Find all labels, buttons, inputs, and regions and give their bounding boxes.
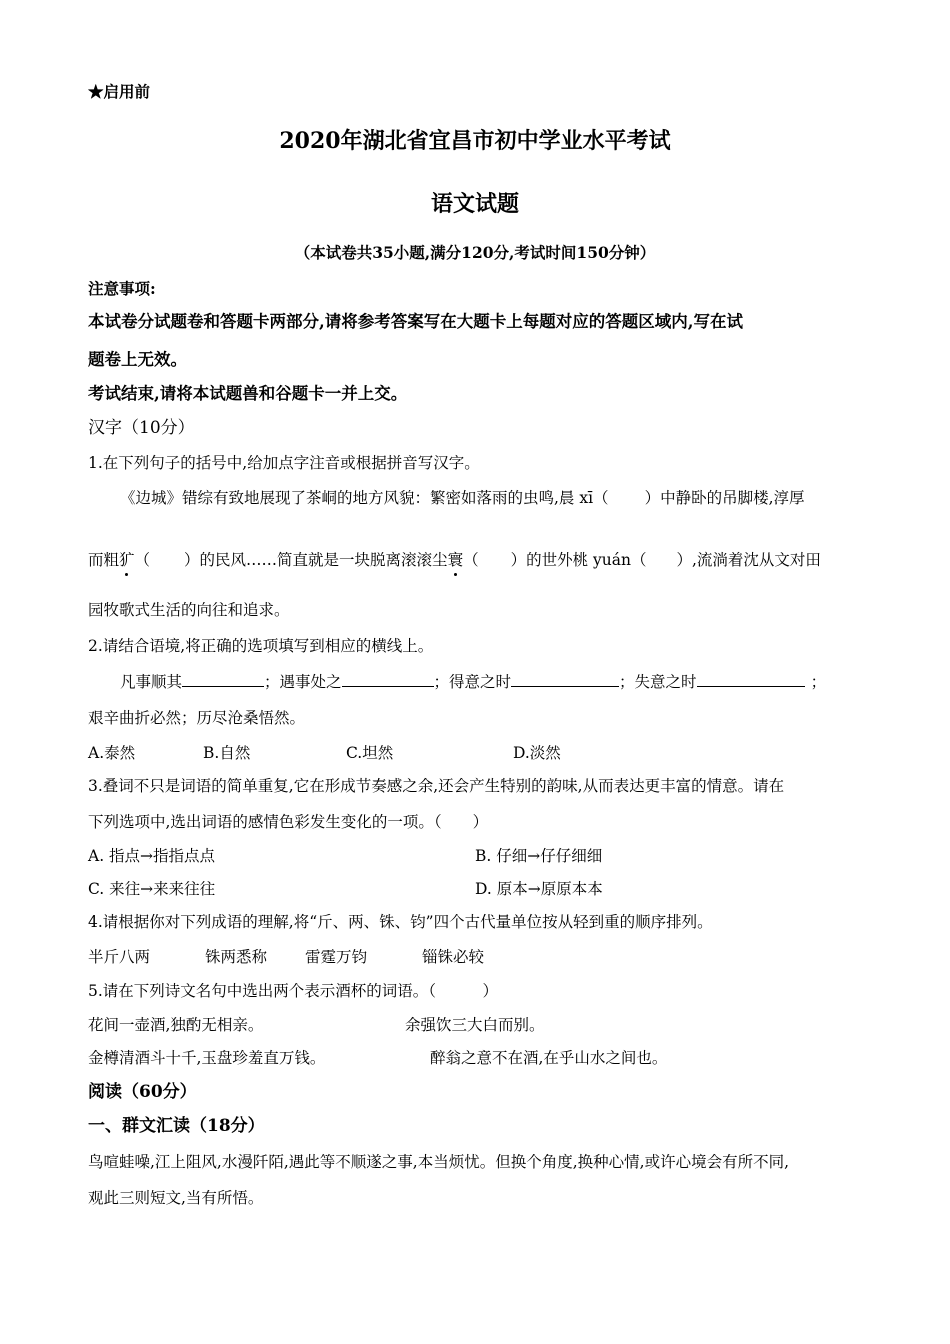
q5-line-d: 醉翁之意不在酒,在乎山水之间也。 [430,1049,668,1067]
q2-stem: 2.请结合语境,将正确的选项填写到相应的横线上。 [88,637,434,655]
q2-option-b: B.自然 [203,744,251,762]
notice-line-3: 考试结束,请将本试题兽和谷题卡一并上交。 [88,384,408,403]
section-reading: 阅读（60分） [88,1082,197,1102]
q2-sentence-2: 艰辛曲折必然；历尽沧桑悟然。 [88,709,306,727]
part1-intro-2: 观此三则短文,当有所悟。 [88,1189,264,1207]
dotted-char-kuang: 犷 [119,551,135,569]
exam-tag: ★启用前 [88,82,151,101]
q5-line-c: 金樽清酒斗十千,玉盘珍羞直万钱。 [88,1049,326,1067]
q2-part-c: ；得意之时 [433,673,512,691]
q5-line-a: 花间一壶酒,独酌无相亲。 [88,1016,264,1034]
q2-blank-1[interactable] [182,670,264,687]
q1-text-2f: ）,流淌着沈从文对田 [676,551,821,569]
q2-sentence-1 [120,670,826,692]
q3-stem-1: 3.叠词不只是词语的简单重复,它在形成节奏感之余,还会产生特别的韵味,从而表达更丰富的情意。请在 [88,777,785,795]
q2-option-a: A.泰然 [88,744,136,762]
q5-stem: 5.请在下列诗文名句中选出两个表示酒杯的词语。（ ） [88,982,499,1000]
section-hanzi: 汉字（10分） [88,418,195,438]
q1-text-2c: ）的民风……简直就是一块脱离滚滚尘 [184,551,448,569]
q1-text-2d: （ [463,551,479,569]
q5-line-b: 余强饮三大白而别。 [405,1016,545,1034]
q4-idiom-2: 铢两悉称 [205,948,268,966]
q3-option-a: A. 指点→指指点点 [88,847,216,865]
q1-text-2e: ）的世外桃 yuán（ [510,551,647,569]
q4-idiom-1: 半斤八两 [88,948,151,966]
q4-idiom-4: 锱铢必较 [422,948,485,966]
q3-option-c: C. 来往→来来往往 [88,880,216,898]
q2-option-c: C.坦然 [346,744,394,762]
q2-part-b: ；遇事处之 [264,673,342,691]
q2-blank-3[interactable] [511,670,619,687]
q4-stem: 4.请根据你对下列成语的理解,将“斤、两、铢、钧”四个古代量单位按从轻到重的顺序排列。 [88,913,713,931]
q1-stem: 1.在下列句子的括号中,给加点字注音或根据拼音写汉字。 [88,454,480,472]
q1-paragraph-line-3: 园牧歌式生活的向往和追求。 [88,601,290,619]
part1-title: 一、群文汇读（18分） [88,1116,265,1136]
dotted-char-huan: 寰 [447,551,464,569]
q2-part-a: 凡事顺其 [120,673,183,691]
q1-text-2a: 而粗 [88,551,120,569]
q1-paragraph-line-2 [88,550,821,570]
exam-note: （本试卷共35小题,满分120分,考试时间150分钟） [294,243,656,262]
q1-text-2b: （ [134,551,151,569]
q2-part-d: ；失意之时 [619,673,697,691]
q1-paragraph-line-1 [120,488,805,508]
q4-idiom-3: 雷霆万钧 [305,948,368,966]
q3-option-d: D. 原本→原原本本 [475,880,603,898]
notice-line-1: 本试卷分试题卷和答题卡两部分,请将参考答案写在大题卡上每题对应的答题区域内,写在试 [88,312,743,331]
q2-option-d: D.淡然 [513,744,561,762]
notice-heading: 注意事项: [88,279,156,298]
part1-intro-1: 鸟喧蛙噪,江上阻风,水漫阡陌,遇此等不顺遂之事,本当烦忧。但换个角度,换种心情,或许心境会有所不同, [88,1153,789,1171]
q2-part-e: ； [810,673,827,691]
q1-text-1b: ）中静卧的吊脚楼,淳厚 [644,489,805,507]
exam-title: 2020年湖北省宜昌市初中学业水平考试 [279,128,671,154]
q3-option-b: B. 仔细→仔仔细细 [475,847,603,865]
notice-line-2: 题卷上无效。 [88,350,187,369]
q3-stem-2: 下列选项中,选出词语的感情色彩发生变化的一项。（ ） [88,813,489,831]
q2-blank-2[interactable] [342,670,434,687]
q1-text-1a: 《边城》错综有致地展现了茶峒的地方风貌：繁密如落雨的虫鸣,晨 xī（ [120,489,609,507]
q2-blank-4[interactable] [697,670,805,687]
subject-title: 语文试题 [430,191,519,217]
